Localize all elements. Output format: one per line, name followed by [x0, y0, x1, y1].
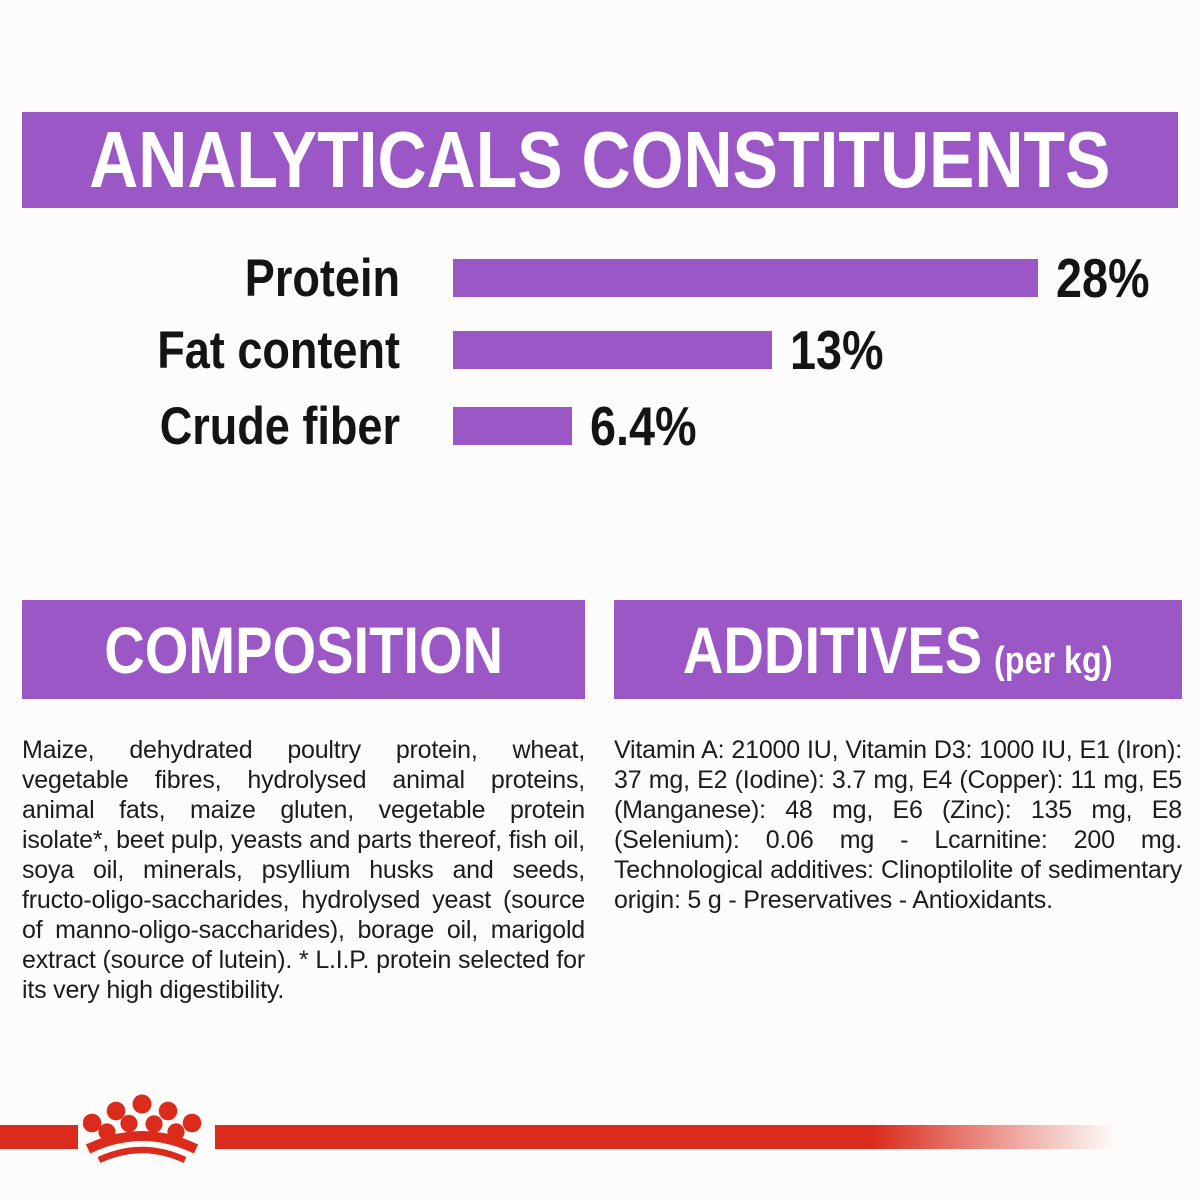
bar-value-crude-fiber: 6.4% [590, 394, 697, 457]
bar-value-fat-content: 13% [790, 318, 884, 381]
bar-track [453, 331, 772, 369]
footer-red-bar-left [0, 1125, 78, 1149]
additives-title-suffix: (per kg) [994, 639, 1113, 682]
crude-fiber-bar [453, 407, 572, 445]
additives-title-group [683, 612, 1113, 687]
additives-text: Vitamin A: 21000 IU, Vitamin D3: 1000 IU, E1 (Iron): 37 mg, E2 (Iodine): 3.7 mg, E4 (Copper): 11 mg, E5 (Manganese): 48 mg, E6 (Zinc): 135 mg, E8 (Selenium): 0.06 mg - Lcarnitine: 200 mg. Technological additives: Clinoptilolite of sedimentary origin: 5 g - Preservatives - Antioxidants. [614, 736, 1182, 914]
analytical-constituents-title: ANALYTICALS CONSTITUENTS [89, 115, 1111, 204]
bar-row-protein [0, 246, 1200, 309]
composition-header [22, 600, 585, 699]
fat-content-bar [453, 331, 772, 369]
bar-label-fat-content: Fat content [157, 320, 400, 380]
bar-track [453, 407, 572, 445]
composition-text: Maize, dehydrated poultry protein, wheat, vegetable fibres, hydrolysed animal proteins, animal fats, maize gluten, vegetable protein isolate*, beet pulp, yeasts and parts thereof, fish oil, soya oil, minerals, psyllium husks and seeds, fructo-oligo-saccharides, hydrolysed yeast (source of manno-oligo-saccharides), borage oil, marigold extract (source of lutein). * L.I.P. protein selected for its very high digestibility. [22, 736, 585, 1004]
bar-track [453, 259, 1038, 297]
bar-row-fat-content [0, 318, 1200, 381]
bar-value-protein: 28% [1056, 246, 1150, 309]
additives-header [614, 600, 1182, 699]
royal-canin-crown-icon [83, 1092, 203, 1177]
constituents-bar-chart [0, 0, 1200, 470]
protein-bar [453, 259, 1038, 297]
footer-red-bar-right [215, 1125, 1115, 1149]
composition-title: COMPOSITION [104, 612, 503, 687]
bar-label-crude-fiber: Crude fiber [159, 396, 400, 456]
bar-label-protein: Protein [244, 248, 400, 308]
bar-row-crude-fiber [0, 394, 1200, 457]
additives-title: ADDITIVES [683, 612, 983, 687]
